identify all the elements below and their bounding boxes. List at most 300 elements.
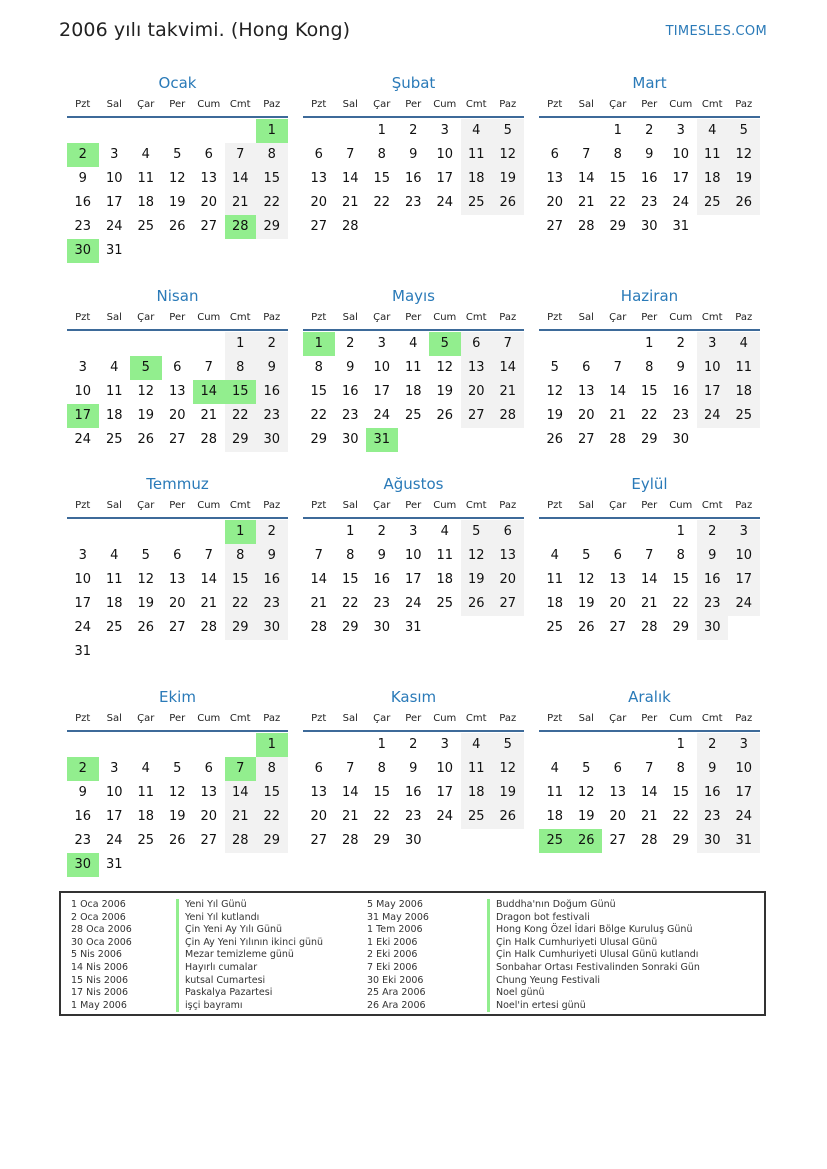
day-cell[interactable]: 28 <box>577 219 595 234</box>
day-cell[interactable]: 25 <box>461 805 493 829</box>
day-cell[interactable]: 14 <box>225 781 257 805</box>
day-cell[interactable]: 26 <box>137 620 155 635</box>
day-cell[interactable]: 30 <box>404 833 422 848</box>
day-cell[interactable]: 6 <box>613 548 622 563</box>
day-cell[interactable]: 25 <box>546 620 564 635</box>
day-cell[interactable]: 18 <box>697 167 729 191</box>
day-cell[interactable]: 18 <box>137 195 155 210</box>
day-cell[interactable]: 4 <box>461 733 493 757</box>
day-cell[interactable]: 1 <box>676 524 685 539</box>
day-cell[interactable]: 24 <box>672 195 690 210</box>
day-cell[interactable]: 10 <box>373 360 391 375</box>
day-cell[interactable]: 29 <box>225 428 257 452</box>
day-cell[interactable]: 26 <box>577 620 595 635</box>
day-cell[interactable]: 6 <box>314 761 323 776</box>
day-cell[interactable]: 15 <box>672 572 690 587</box>
day-cell[interactable]: 24 <box>697 404 729 428</box>
day-cell[interactable]: 5 <box>173 761 182 776</box>
day-cell[interactable]: 20 <box>200 195 218 210</box>
day-cell[interactable]: 3 <box>409 524 418 539</box>
day-cell[interactable]: 24 <box>105 219 123 234</box>
day-cell[interactable]: 2 <box>645 123 654 138</box>
day-cell[interactable]: 4 <box>550 761 559 776</box>
day-cell[interactable]: 5 <box>582 548 591 563</box>
day-cell[interactable]: 21 <box>640 596 658 611</box>
day-cell[interactable]: 11 <box>137 171 155 186</box>
day-cell[interactable]: 23 <box>697 592 729 616</box>
day-cell[interactable]: 27 <box>168 432 186 447</box>
day-cell[interactable]: 10 <box>672 147 690 162</box>
day-cell[interactable]: 22 <box>373 195 391 210</box>
day-cell[interactable]: 21 <box>577 195 595 210</box>
brand-logo-text[interactable]: TIMESLES.COM <box>665 24 767 39</box>
day-cell[interactable]: 11 <box>461 143 493 167</box>
day-cell[interactable]: 4 <box>697 119 729 143</box>
day-cell[interactable]: 6 <box>173 548 182 563</box>
day-cell[interactable]: 3 <box>728 520 760 544</box>
day-cell[interactable]: 17 <box>436 171 454 186</box>
day-cell[interactable]: 9 <box>78 785 87 800</box>
day-cell[interactable]: 8 <box>256 143 288 167</box>
day-cell[interactable]: 24 <box>728 805 760 829</box>
day-cell[interactable]: 2 <box>697 520 729 544</box>
day-cell[interactable]: 16 <box>640 171 658 186</box>
day-cell[interactable]: 20 <box>168 596 186 611</box>
day-cell[interactable]: 16 <box>697 568 729 592</box>
day-cell[interactable]: 10 <box>697 356 729 380</box>
day-cell[interactable]: 24 <box>436 809 454 824</box>
day-cell[interactable]: 18 <box>105 596 123 611</box>
day-cell[interactable]: 16 <box>373 572 391 587</box>
day-cell[interactable]: 10 <box>436 761 454 776</box>
day-cell[interactable]: 15 <box>609 171 627 186</box>
day-cell[interactable]: 6 <box>492 520 524 544</box>
day-cell[interactable]: 26 <box>436 408 454 423</box>
day-cell[interactable]: 27 <box>168 620 186 635</box>
day-cell[interactable]: 30 <box>341 432 359 447</box>
day-cell[interactable]: 28 <box>341 219 359 234</box>
day-cell[interactable]: 16 <box>697 781 729 805</box>
day-cell[interactable]: 26 <box>492 805 524 829</box>
day-cell[interactable]: 23 <box>256 404 288 428</box>
day-cell[interactable]: 20 <box>310 195 328 210</box>
day-cell[interactable]: 21 <box>341 809 359 824</box>
day-cell[interactable]: 17 <box>105 809 123 824</box>
day-cell[interactable]: 4 <box>110 548 119 563</box>
day-cell[interactable]: 19 <box>577 809 595 824</box>
day-cell[interactable]: 12 <box>168 171 186 186</box>
day-cell[interactable]: 26 <box>492 191 524 215</box>
day-cell[interactable]: 14 <box>640 785 658 800</box>
day-cell[interactable]: 14 <box>640 572 658 587</box>
day-cell[interactable]: 19 <box>137 408 155 423</box>
holiday-day-cell[interactable]: 14 <box>193 380 225 404</box>
day-cell[interactable]: 21 <box>200 596 218 611</box>
day-cell[interactable]: 25 <box>436 596 454 611</box>
day-cell[interactable]: 22 <box>640 408 658 423</box>
day-cell[interactable]: 6 <box>173 360 182 375</box>
day-cell[interactable]: 16 <box>74 195 92 210</box>
day-cell[interactable]: 27 <box>492 592 524 616</box>
day-cell[interactable]: 27 <box>200 219 218 234</box>
day-cell[interactable]: 12 <box>168 785 186 800</box>
day-cell[interactable]: 26 <box>168 833 186 848</box>
day-cell[interactable]: 22 <box>672 809 690 824</box>
day-cell[interactable]: 2 <box>256 332 288 356</box>
day-cell[interactable]: 23 <box>256 592 288 616</box>
day-cell[interactable]: 14 <box>200 572 218 587</box>
day-cell[interactable]: 19 <box>461 568 493 592</box>
day-cell[interactable]: 18 <box>436 572 454 587</box>
day-cell[interactable]: 9 <box>697 757 729 781</box>
day-cell[interactable]: 8 <box>256 757 288 781</box>
day-cell[interactable]: 18 <box>461 167 493 191</box>
day-cell[interactable]: 17 <box>728 781 760 805</box>
day-cell[interactable]: 7 <box>204 548 213 563</box>
day-cell[interactable]: 12 <box>461 544 493 568</box>
day-cell[interactable]: 21 <box>310 596 328 611</box>
day-cell[interactable]: 12 <box>577 785 595 800</box>
day-cell[interactable]: 25 <box>105 432 123 447</box>
day-cell[interactable]: 5 <box>492 119 524 143</box>
holiday-day-cell[interactable]: 7 <box>225 757 257 781</box>
day-cell[interactable]: 19 <box>577 596 595 611</box>
day-cell[interactable]: 30 <box>640 219 658 234</box>
day-cell[interactable]: 5 <box>492 733 524 757</box>
day-cell[interactable]: 31 <box>105 857 123 872</box>
day-cell[interactable]: 21 <box>609 408 627 423</box>
day-cell[interactable]: 8 <box>645 360 654 375</box>
day-cell[interactable]: 9 <box>697 544 729 568</box>
day-cell[interactable]: 1 <box>225 332 257 356</box>
day-cell[interactable]: 10 <box>728 544 760 568</box>
day-cell[interactable]: 7 <box>346 761 355 776</box>
day-cell[interactable]: 11 <box>728 356 760 380</box>
day-cell[interactable]: 23 <box>404 809 422 824</box>
day-cell[interactable]: 15 <box>672 785 690 800</box>
day-cell[interactable]: 23 <box>640 195 658 210</box>
day-cell[interactable]: 11 <box>404 360 422 375</box>
day-cell[interactable]: 26 <box>461 592 493 616</box>
day-cell[interactable]: 10 <box>436 147 454 162</box>
day-cell[interactable]: 19 <box>492 167 524 191</box>
day-cell[interactable]: 22 <box>373 809 391 824</box>
day-cell[interactable]: 14 <box>341 785 359 800</box>
day-cell[interactable]: 15 <box>640 384 658 399</box>
day-cell[interactable]: 12 <box>492 143 524 167</box>
day-cell[interactable]: 7 <box>492 332 524 356</box>
day-cell[interactable]: 7 <box>645 761 654 776</box>
day-cell[interactable]: 7 <box>613 360 622 375</box>
day-cell[interactable]: 19 <box>728 167 760 191</box>
day-cell[interactable]: 6 <box>461 332 493 356</box>
day-cell[interactable]: 7 <box>204 360 213 375</box>
day-cell[interactable]: 28 <box>640 833 658 848</box>
day-cell[interactable]: 27 <box>609 620 627 635</box>
day-cell[interactable]: 8 <box>225 356 257 380</box>
day-cell[interactable]: 8 <box>613 147 622 162</box>
day-cell[interactable]: 18 <box>137 809 155 824</box>
day-cell[interactable]: 14 <box>310 572 328 587</box>
day-cell[interactable]: 10 <box>728 757 760 781</box>
day-cell[interactable]: 21 <box>492 380 524 404</box>
day-cell[interactable]: 25 <box>137 219 155 234</box>
day-cell[interactable]: 13 <box>546 171 564 186</box>
day-cell[interactable]: 8 <box>314 360 323 375</box>
holiday-day-cell[interactable]: 31 <box>366 428 398 452</box>
day-cell[interactable]: 29 <box>373 833 391 848</box>
day-cell[interactable]: 27 <box>609 833 627 848</box>
day-cell[interactable]: 20 <box>546 195 564 210</box>
day-cell[interactable]: 5 <box>728 119 760 143</box>
day-cell[interactable]: 8 <box>346 548 355 563</box>
day-cell[interactable]: 31 <box>105 243 123 258</box>
day-cell[interactable]: 12 <box>492 757 524 781</box>
holiday-day-cell[interactable]: 1 <box>303 332 335 356</box>
day-cell[interactable]: 4 <box>141 761 150 776</box>
day-cell[interactable]: 25 <box>404 408 422 423</box>
day-cell[interactable]: 11 <box>697 143 729 167</box>
day-cell[interactable]: 5 <box>173 147 182 162</box>
day-cell[interactable]: 14 <box>609 384 627 399</box>
day-cell[interactable]: 12 <box>546 384 564 399</box>
day-cell[interactable]: 11 <box>461 757 493 781</box>
day-cell[interactable]: 22 <box>256 805 288 829</box>
holiday-day-cell[interactable]: 1 <box>256 733 288 757</box>
day-cell[interactable]: 17 <box>728 568 760 592</box>
day-cell[interactable]: 29 <box>256 829 288 853</box>
day-cell[interactable]: 9 <box>256 356 288 380</box>
day-cell[interactable]: 17 <box>697 380 729 404</box>
day-cell[interactable]: 1 <box>346 524 355 539</box>
day-cell[interactable]: 3 <box>110 147 119 162</box>
day-cell[interactable]: 6 <box>582 360 591 375</box>
day-cell[interactable]: 3 <box>78 360 87 375</box>
day-cell[interactable]: 11 <box>105 572 123 587</box>
day-cell[interactable]: 17 <box>373 384 391 399</box>
day-cell[interactable]: 14 <box>225 167 257 191</box>
day-cell[interactable]: 27 <box>200 833 218 848</box>
day-cell[interactable]: 4 <box>461 119 493 143</box>
day-cell[interactable]: 11 <box>546 572 564 587</box>
day-cell[interactable]: 26 <box>728 191 760 215</box>
day-cell[interactable]: 19 <box>137 596 155 611</box>
day-cell[interactable]: 8 <box>676 761 685 776</box>
holiday-day-cell[interactable]: 15 <box>225 380 257 404</box>
holiday-day-cell[interactable]: 5 <box>130 356 162 380</box>
day-cell[interactable]: 3 <box>110 761 119 776</box>
day-cell[interactable]: 12 <box>137 572 155 587</box>
day-cell[interactable]: 11 <box>137 785 155 800</box>
day-cell[interactable]: 30 <box>373 620 391 635</box>
day-cell[interactable]: 4 <box>728 332 760 356</box>
day-cell[interactable]: 3 <box>78 548 87 563</box>
day-cell[interactable]: 21 <box>225 805 257 829</box>
day-cell[interactable]: 28 <box>341 833 359 848</box>
day-cell[interactable]: 8 <box>377 147 386 162</box>
day-cell[interactable]: 19 <box>436 384 454 399</box>
day-cell[interactable]: 15 <box>256 167 288 191</box>
day-cell[interactable]: 22 <box>256 191 288 215</box>
day-cell[interactable]: 24 <box>728 592 760 616</box>
day-cell[interactable]: 14 <box>577 171 595 186</box>
day-cell[interactable]: 13 <box>168 572 186 587</box>
day-cell[interactable]: 10 <box>74 572 92 587</box>
day-cell[interactable]: 20 <box>168 408 186 423</box>
day-cell[interactable]: 11 <box>546 785 564 800</box>
day-cell[interactable]: 21 <box>200 408 218 423</box>
day-cell[interactable]: 29 <box>225 616 257 640</box>
day-cell[interactable]: 10 <box>105 785 123 800</box>
day-cell[interactable]: 9 <box>377 548 386 563</box>
day-cell[interactable]: 18 <box>404 384 422 399</box>
day-cell[interactable]: 16 <box>404 171 422 186</box>
day-cell[interactable]: 24 <box>436 195 454 210</box>
day-cell[interactable]: 17 <box>404 572 422 587</box>
day-cell[interactable]: 7 <box>314 548 323 563</box>
day-cell[interactable]: 2 <box>256 520 288 544</box>
day-cell[interactable]: 9 <box>346 360 355 375</box>
day-cell[interactable]: 17 <box>436 785 454 800</box>
day-cell[interactable]: 30 <box>697 616 729 640</box>
day-cell[interactable]: 29 <box>640 432 658 447</box>
holiday-day-cell[interactable]: 28 <box>225 215 257 239</box>
day-cell[interactable]: 9 <box>78 171 87 186</box>
day-cell[interactable]: 23 <box>74 833 92 848</box>
day-cell[interactable]: 3 <box>377 336 386 351</box>
day-cell[interactable]: 15 <box>310 384 328 399</box>
day-cell[interactable]: 18 <box>105 408 123 423</box>
holiday-day-cell[interactable]: 1 <box>256 119 288 143</box>
day-cell[interactable]: 14 <box>492 356 524 380</box>
day-cell[interactable]: 19 <box>168 809 186 824</box>
day-cell[interactable]: 20 <box>461 380 493 404</box>
day-cell[interactable]: 14 <box>341 171 359 186</box>
day-cell[interactable]: 2 <box>346 336 355 351</box>
day-cell[interactable]: 1 <box>613 123 622 138</box>
day-cell[interactable]: 6 <box>204 147 213 162</box>
day-cell[interactable]: 17 <box>672 171 690 186</box>
day-cell[interactable]: 27 <box>577 432 595 447</box>
day-cell[interactable]: 4 <box>440 524 449 539</box>
day-cell[interactable]: 13 <box>200 171 218 186</box>
day-cell[interactable]: 22 <box>672 596 690 611</box>
day-cell[interactable]: 1 <box>377 737 386 752</box>
day-cell[interactable]: 12 <box>728 143 760 167</box>
day-cell[interactable]: 22 <box>310 408 328 423</box>
day-cell[interactable]: 10 <box>404 548 422 563</box>
day-cell[interactable]: 16 <box>256 380 288 404</box>
day-cell[interactable]: 4 <box>409 336 418 351</box>
day-cell[interactable]: 13 <box>200 785 218 800</box>
day-cell[interactable]: 10 <box>105 171 123 186</box>
day-cell[interactable]: 24 <box>373 408 391 423</box>
day-cell[interactable]: 2 <box>697 733 729 757</box>
day-cell[interactable]: 28 <box>225 829 257 853</box>
day-cell[interactable]: 12 <box>137 384 155 399</box>
day-cell[interactable]: 3 <box>676 123 685 138</box>
day-cell[interactable]: 24 <box>105 833 123 848</box>
day-cell[interactable]: 2 <box>409 737 418 752</box>
day-cell[interactable]: 28 <box>492 404 524 428</box>
holiday-day-cell[interactable]: 30 <box>67 853 99 877</box>
day-cell[interactable]: 30 <box>256 428 288 452</box>
day-cell[interactable]: 21 <box>640 809 658 824</box>
day-cell[interactable]: 24 <box>404 596 422 611</box>
day-cell[interactable]: 30 <box>697 829 729 853</box>
day-cell[interactable]: 3 <box>440 737 449 752</box>
day-cell[interactable]: 13 <box>577 384 595 399</box>
day-cell[interactable]: 7 <box>225 143 257 167</box>
day-cell[interactable]: 15 <box>341 572 359 587</box>
day-cell[interactable]: 26 <box>168 219 186 234</box>
day-cell[interactable]: 25 <box>728 404 760 428</box>
day-cell[interactable]: 24 <box>74 620 92 635</box>
day-cell[interactable]: 31 <box>672 219 690 234</box>
day-cell[interactable]: 6 <box>613 761 622 776</box>
holiday-day-cell[interactable]: 25 <box>539 829 571 853</box>
day-cell[interactable]: 22 <box>341 596 359 611</box>
day-cell[interactable]: 29 <box>672 833 690 848</box>
day-cell[interactable]: 20 <box>310 809 328 824</box>
day-cell[interactable]: 28 <box>310 620 328 635</box>
day-cell[interactable]: 29 <box>341 620 359 635</box>
day-cell[interactable]: 7 <box>645 548 654 563</box>
day-cell[interactable]: 9 <box>256 544 288 568</box>
day-cell[interactable]: 23 <box>373 596 391 611</box>
day-cell[interactable]: 12 <box>436 360 454 375</box>
day-cell[interactable]: 16 <box>404 785 422 800</box>
holiday-day-cell[interactable]: 5 <box>429 332 461 356</box>
day-cell[interactable]: 7 <box>346 147 355 162</box>
day-cell[interactable]: 28 <box>200 620 218 635</box>
day-cell[interactable]: 23 <box>697 805 729 829</box>
day-cell[interactable]: 2 <box>377 524 386 539</box>
day-cell[interactable]: 13 <box>609 785 627 800</box>
day-cell[interactable]: 29 <box>310 432 328 447</box>
day-cell[interactable]: 7 <box>582 147 591 162</box>
day-cell[interactable]: 22 <box>225 592 257 616</box>
day-cell[interactable]: 8 <box>225 544 257 568</box>
day-cell[interactable]: 3 <box>697 332 729 356</box>
day-cell[interactable]: 5 <box>582 761 591 776</box>
day-cell[interactable]: 4 <box>110 360 119 375</box>
day-cell[interactable]: 27 <box>546 219 564 234</box>
day-cell[interactable]: 2 <box>409 123 418 138</box>
day-cell[interactable]: 17 <box>74 596 92 611</box>
day-cell[interactable]: 27 <box>310 833 328 848</box>
holiday-day-cell[interactable]: 17 <box>67 404 99 428</box>
day-cell[interactable]: 13 <box>310 171 328 186</box>
day-cell[interactable]: 25 <box>461 191 493 215</box>
day-cell[interactable]: 20 <box>577 408 595 423</box>
day-cell[interactable]: 19 <box>492 781 524 805</box>
day-cell[interactable]: 19 <box>168 195 186 210</box>
day-cell[interactable]: 13 <box>609 572 627 587</box>
day-cell[interactable]: 26 <box>137 432 155 447</box>
day-cell[interactable]: 20 <box>609 809 627 824</box>
day-cell[interactable]: 1 <box>645 336 654 351</box>
day-cell[interactable]: 31 <box>728 829 760 853</box>
day-cell[interactable]: 5 <box>550 360 559 375</box>
day-cell[interactable]: 15 <box>373 171 391 186</box>
day-cell[interactable]: 16 <box>341 384 359 399</box>
day-cell[interactable]: 23 <box>404 195 422 210</box>
day-cell[interactable]: 8 <box>377 761 386 776</box>
day-cell[interactable]: 13 <box>310 785 328 800</box>
day-cell[interactable]: 18 <box>546 596 564 611</box>
day-cell[interactable]: 22 <box>225 404 257 428</box>
